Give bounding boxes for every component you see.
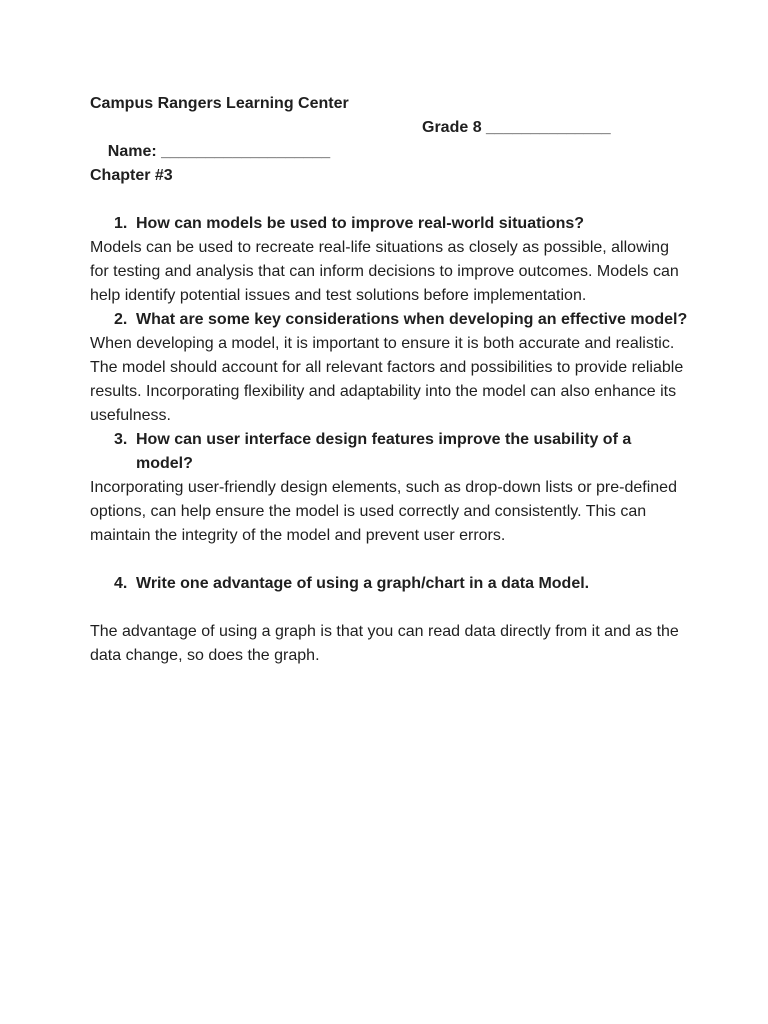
name-field-label: Name: ___________________ <box>107 143 331 160</box>
question-1 <box>90 212 690 236</box>
question-text: Write one advantage of using a graph/chart in a data Model. <box>136 575 590 592</box>
question-number: 3. <box>114 431 128 448</box>
answer-2: When developing a model, it is important to ensure it is both accurate and realistic. The model should account for all relevant factors and possibilities to provide reliable results. Incorporating flexibility and adaptability into the model can also enhance its usefulness. <box>90 335 684 424</box>
question-number: 2. <box>114 311 128 328</box>
question-text: How can user interface design features improve the usability of a model? <box>136 431 632 472</box>
question-text: How can models be used to improve real-world situations? <box>136 215 585 232</box>
question-text: What are some key considerations when developing an effective model? <box>136 311 688 328</box>
question-2 <box>90 308 690 332</box>
worksheet-page <box>90 92 690 668</box>
spacer <box>90 188 690 212</box>
grade-field-label: Grade 8 ______________ <box>422 119 611 136</box>
name-grade-row <box>90 116 690 160</box>
question-4 <box>90 572 690 596</box>
spacer <box>90 548 690 572</box>
answer-4: The advantage of using a graph is that you can read data directly from it and as the data change, so does the graph. <box>90 623 679 664</box>
question-number: 4. <box>114 575 128 592</box>
answer-3: Incorporating user-friendly design elements, such as drop-down lists or pre-defined options, can help ensure the model is used correctly and consistently. This can maintain the integrity of the model and prevent user errors. <box>90 479 677 544</box>
spacer <box>90 596 690 620</box>
question-3 <box>90 428 690 476</box>
chapter-title: Chapter #3 <box>90 167 173 184</box>
question-number: 1. <box>114 215 128 232</box>
center-name: Campus Rangers Learning Center <box>90 95 349 112</box>
answer-1: Models can be used to recreate real-life situations as closely as possible, allowing for testing and analysis that can inform decisions to improve outcomes. Models can help identify potential issues and test solutions before implementation. <box>90 239 679 304</box>
